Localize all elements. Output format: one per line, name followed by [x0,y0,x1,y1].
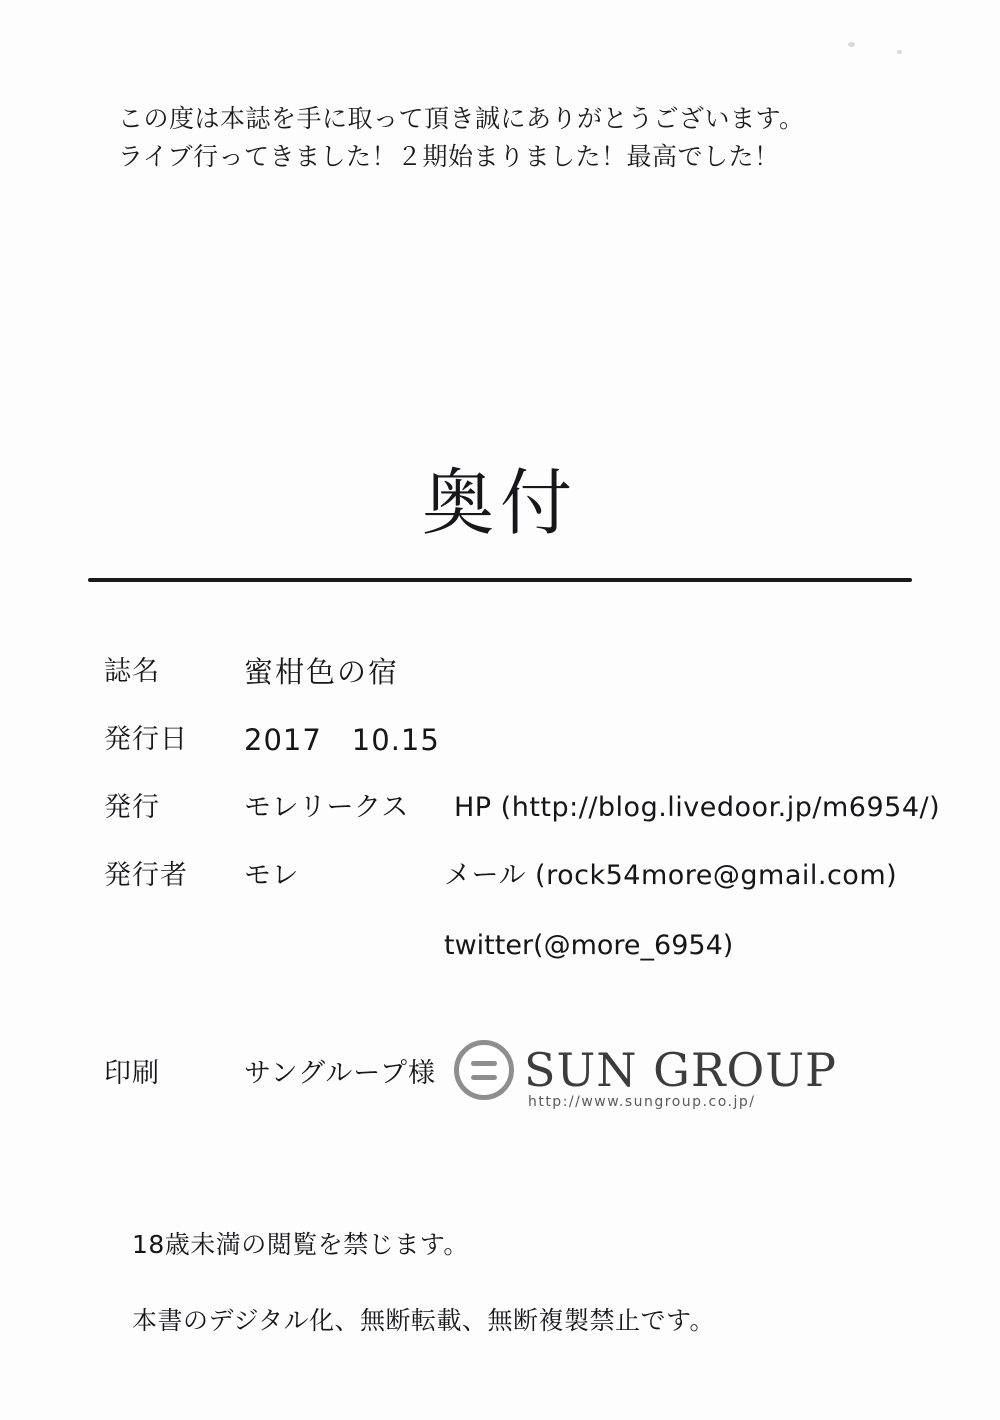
info-row-publisher [104,788,944,828]
publisher-homepage[interactable]: HP (http://blog.livedoor.jp/m6954/) [454,792,941,823]
greeting-line-2: ライブ行ってきました！２期始まりました！最高でした！ [118,142,780,171]
author-twitter[interactable]: twitter(@more_6954) [444,930,734,961]
author-name: モレ [244,860,299,891]
sun-group-logo-text: SUN GROUP [523,1043,837,1097]
page-title: 奥付 [421,461,578,545]
info-label-publisher: 発行 [104,792,160,823]
sun-group-url[interactable]: http://www.sungroup.co.jp/ [527,1094,756,1110]
info-label-date: 発行日 [104,724,188,755]
info-row-printing [104,1040,944,1110]
info-row-date [104,720,944,760]
info-value-title: 蜜柑色の宿 [244,655,400,689]
info-label-title: 誌名 [104,656,160,687]
sun-group-logo [454,1040,837,1110]
colophon-info-list [104,652,944,968]
paper-speck [848,42,855,47]
info-label-printing: 印刷 [104,1057,160,1089]
publisher-name: モレリークス [244,792,409,823]
title-divider [88,578,912,582]
notice-copyright: 本書のデジタル化、無断転載、無断複製禁止です。 [132,1306,716,1335]
info-row-author [104,856,944,896]
greeting-block [118,100,878,176]
notice-age-restriction: 18歳未満の閲覧を禁じます。 [132,1230,469,1259]
info-label-author: 発行者 [104,860,188,891]
sun-logo-icon [454,1040,514,1100]
paper-speck [897,50,902,54]
info-row-title [104,652,944,692]
info-value-date: 2017 10.15 [244,723,440,757]
author-email[interactable]: メール (rock54more@gmail.com) [444,860,898,891]
info-value-author [244,856,897,896]
printer-name: サングループ様 [244,1057,436,1089]
info-value-publisher [244,788,940,828]
greeting-line-1: この度は本誌を手に取って頂き誠にありがとうございます。 [118,104,805,133]
notices-block [132,1228,932,1380]
